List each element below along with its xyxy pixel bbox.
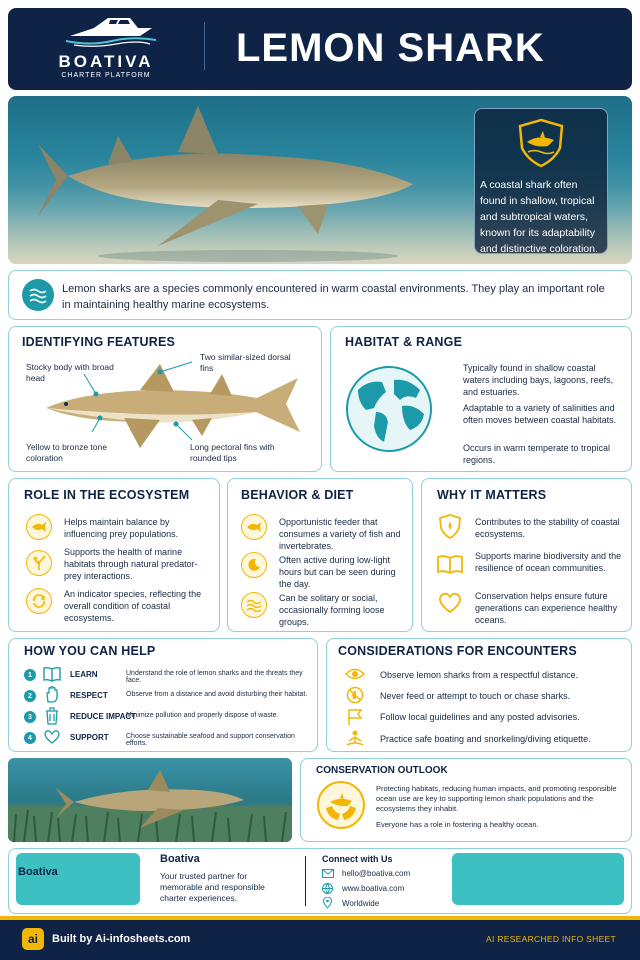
step-text: Minimize pollution and properly dispose of waste. [126,712,279,719]
header-divider [204,22,205,70]
footer-brand-name: Boativa [160,853,200,865]
step-number: 4 [24,732,36,744]
consideration-item-4: Practice safe boating and snorkeling/diving etiquette. [380,734,591,744]
conservation-callout: Everyone has a role in fostering a healthy ocean. [376,820,539,829]
brand-tagline: CHARTER PLATFORM [61,72,151,79]
shield-icon [438,514,462,540]
conservation-title: CONSERVATION OUTLOOK [316,765,448,776]
identifying-features-title: IDENTIFYING FEATURES [22,335,176,349]
step-text: Observe from a distance and avoid disturbing their habitat. [126,691,308,698]
behavior-item-3: Can be solitary or social, occasionally forming loose groups. [279,593,385,627]
waves-icon [22,279,54,311]
trash-icon [45,707,59,725]
snorkeler-icon [345,729,365,747]
brand-name: BOATIVA [58,52,154,71]
why-it-matters-title: WHY IT MATTERS [437,488,547,502]
moon-icon [241,552,267,578]
role-ecosystem-title: ROLE IN THE ECOSYSTEM [24,488,190,502]
behavior-item-1: Opportunistic feeder that consumes a variety of fish and invertebrates. [279,517,401,551]
globe-icon [344,364,434,454]
conservation-text: Protecting habitats, reducing human impacts, and promoting responsible ocean use are key to supporting lemon shark populations and the ecosystems they inhabit. [376,784,617,813]
step-label: RESPECT [70,691,108,700]
step-number: 3 [24,711,36,723]
habitat-range-title: HABITAT & RANGE [345,335,463,349]
role-item-1: Helps maintain balance by influencing prey populations. [64,517,179,539]
why-item-1: Contributes to the stability of coastal ecosystems. [475,517,620,539]
location-pin-icon [323,897,332,909]
step-label: REDUCE IMPACT [70,712,137,721]
heart-icon [437,592,463,614]
shark-shield-icon [514,116,568,170]
step-number: 1 [24,669,36,681]
page-title: LEMON SHARK [236,26,545,70]
book-icon [436,554,464,574]
book-icon [43,666,61,682]
yacht-logo-icon [60,8,160,48]
role-item-3: An indicator species, reflecting the overall condition of coastal ecosystems. [64,589,202,623]
consideration-item-2: Never feed or attempt to touch or chase sharks. [380,691,571,701]
why-item-3: Conservation helps ensure future generations can experience healthy oceans. [475,591,618,625]
built-by-credit[interactable]: Built by Ai-infosheets.com [52,933,191,945]
hand-icon [44,686,60,704]
footer-color-block-right [452,853,624,905]
email-icon [322,869,334,878]
footer-location: Worldwide [342,899,380,908]
habitat-item-1: Typically found in shallow coastal waters including bays, lagoons, reefs, and estuaries. [463,363,614,397]
shark-seagrass-illustration [8,758,292,842]
footer-color-block [16,853,140,905]
ai-researched-tag: AI RESEARCHED INFO SHEET [486,934,616,944]
footer-brand-desc: Your trusted partner for memorable and responsible charter experiences. [160,871,265,903]
behavior-item-2: Often active during low-light hours but can be seen during the day. [279,555,396,589]
globe-icon [322,883,333,894]
hero-description: A coastal shark often found in shallow, tropical and subtropical waters, known for its adaptability and distinctive coloration. [480,179,598,255]
no-touch-icon [346,686,364,704]
feature-label-dorsal: Two similar-sized dorsal fins [200,352,291,373]
ai-badge-icon: ai [22,928,44,950]
feature-label-pectoral: Long pectoral fins with rounded tips [190,442,275,463]
step-label: SUPPORT [70,733,109,742]
behavior-diet-title: BEHAVIOR & DIET [241,488,354,502]
footer-email-link[interactable]: hello@boativa.com [342,869,411,878]
coral-icon [26,550,52,576]
consideration-item-3: Follow local guidelines and any posted advisories. [380,712,580,722]
heart-hands-icon [43,729,61,745]
connect-title: Connect with Us [322,854,393,864]
role-item-2: Supports the health of marine habitats through natural predator-prey interactions. [64,547,198,581]
intro-text: Lemon sharks are a species commonly encountered in warm coastal environments. They play an important role in maintaining healthy marine ecosystems. [62,283,605,311]
cycle-icon [26,588,52,614]
waves-icon [241,592,267,618]
consideration-item-1: Observe lemon sharks from a respectful distance. [380,670,579,680]
step-number: 2 [24,690,36,702]
footer-divider [305,856,306,906]
fish-icon [241,514,267,540]
flag-icon [346,708,364,726]
footer-website-link[interactable]: www.boativa.com [342,884,405,893]
step-text: Choose sustainable seafood and support conservation efforts. [126,733,295,747]
footer-block-label: Boativa [18,866,58,878]
fish-icon [26,514,52,540]
habitat-item-3: Occurs in warm temperate to tropical regions. [463,443,611,465]
eye-icon [345,667,365,681]
habitat-item-2: Adaptable to a variety of salinities and often moves between coastal habitats. [463,403,617,425]
step-label: LEARN [70,670,98,679]
considerations-title: CONSIDERATIONS FOR ENCOUNTERS [338,644,577,658]
shark-seagrass-photo [8,758,292,842]
protect-hands-icon [316,780,366,830]
how-you-can-help-title: HOW YOU CAN HELP [24,644,156,658]
step-text: Understand the role of lemon sharks and the threats they face. [126,670,303,684]
feature-label-coloration: Yellow to bronze tone coloration [26,442,107,463]
feature-label-body: Stocky body with broad head [26,362,114,383]
why-item-2: Supports marine biodiversity and the resilience of ocean communities. [475,551,622,573]
